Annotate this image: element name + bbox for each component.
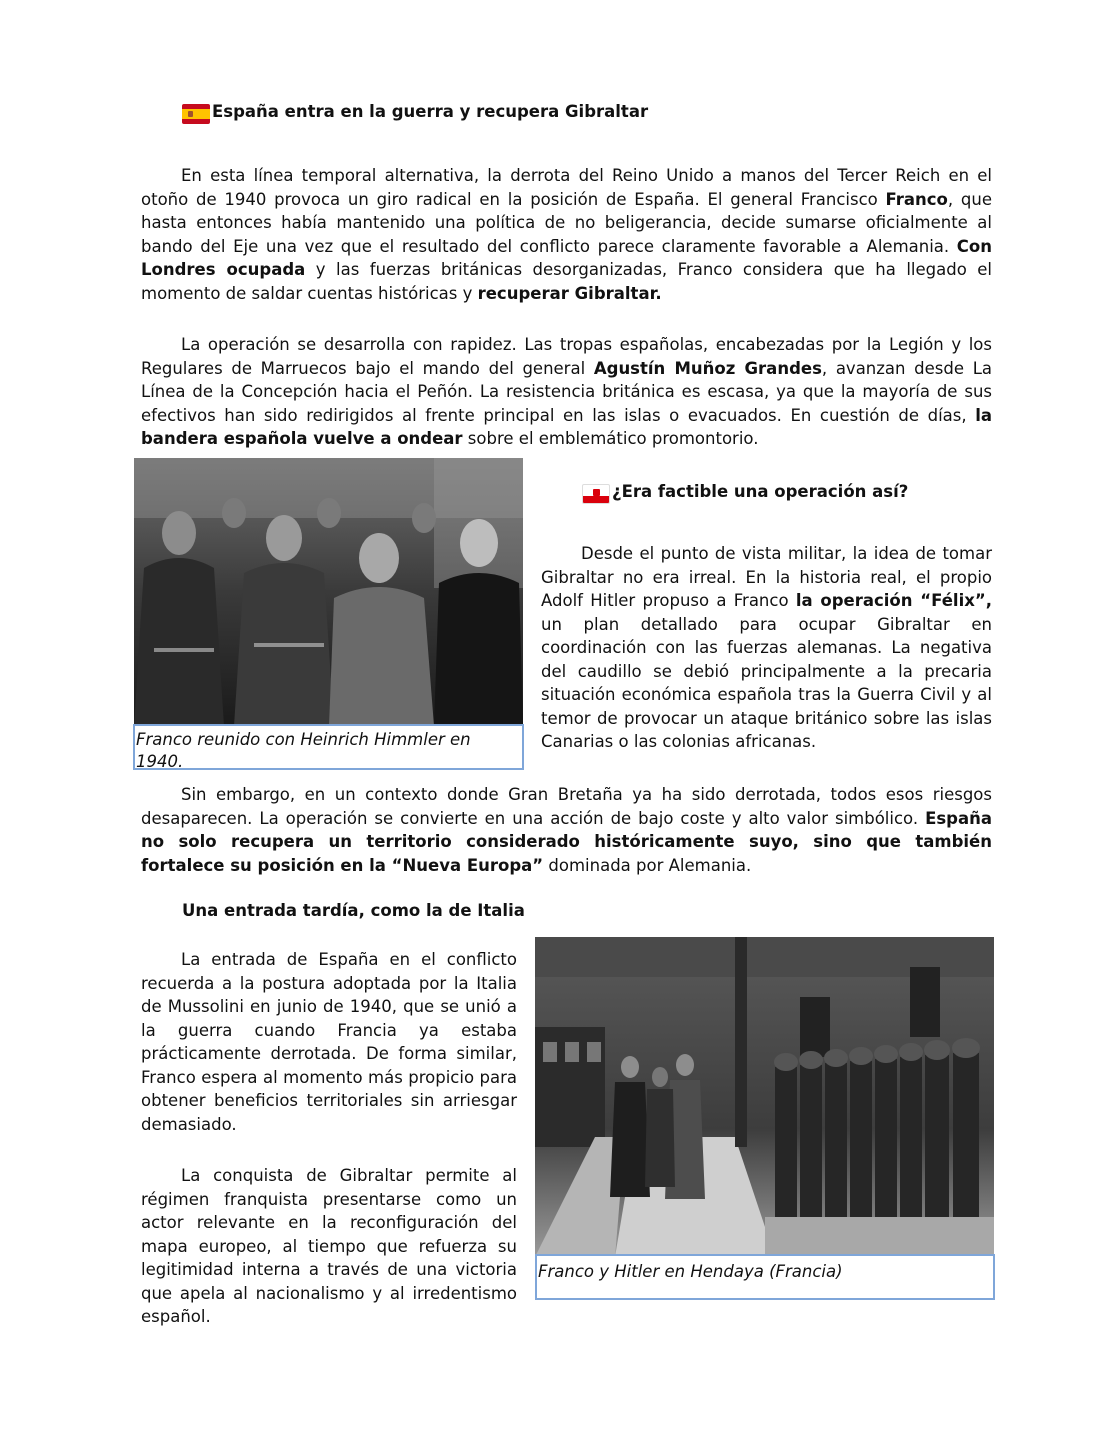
paragraph: La conquista de Gibraltar permite al régimen franquista presentarse como un actor relevante en la reconfiguración del mapa europeo, al tiempo que refuerza su legitimidad interna a través de una victoria que apela al nacionalismo y al irredentismo español. xyxy=(141,1166,517,1326)
bold-text-run: España no solo recupera un territorio considerado históricamente suyo, sino que también fortalece su posición en la “Nueva Europa” xyxy=(141,808,992,875)
text-run: Desde el punto de vista militar, la idea de tomar Gibraltar no era irreal. En la historia real, el propio Adolf Hitler propuso a Franco xyxy=(541,544,992,610)
photo-franco-himmler xyxy=(134,458,523,726)
text-run: un plan detallado para ocupar Gibraltar en coordinación con las fuerzas alemanas. La negativa del caudillo se debió principalmente a la precaria situación económica española tras la Guerra Civil y al temor de provocar un ataque británico sobre las islas Canarias o las colonias africanas. xyxy=(541,614,992,751)
section-title: España entra en la guerra y recupera Gibraltar xyxy=(212,102,649,121)
photo-caption: Franco y Hitler en Hendaya (Francia) xyxy=(538,1262,843,1281)
text-run: sobre el emblemático promontorio. xyxy=(462,429,759,448)
spain-flag-icon xyxy=(182,104,210,124)
gibraltar-flag-icon xyxy=(582,484,610,504)
bold-text-run: Agustín Muñoz Grandes xyxy=(593,358,822,378)
section-title: Una entrada tardía, como la de Italia xyxy=(182,901,525,920)
bold-text-run: la bandera española vuelve a ondear xyxy=(141,405,992,448)
text-run: y las fuerzas británicas desorganizadas, Franco considera que ha llegado el momento de saldar cuentas históricas y xyxy=(141,260,992,303)
bold-text-run: recuperar Gibraltar. xyxy=(477,283,662,303)
section-title: ¿Era factible una operación así? xyxy=(612,482,909,501)
paragraph xyxy=(141,783,992,877)
paragraph: La entrada de España en el conflicto recuerda a la postura adoptada por la Italia de Mussolini en junio de 1940, que se unió a la guerra cuando Francia ya estaba prácticamente derrotada. De forma similar, Franco espera al momento más propicio para obtener beneficios territoriales sin arriesgar demasiado. xyxy=(141,950,517,1134)
paragraph xyxy=(541,542,992,754)
caption-box xyxy=(535,1254,995,1300)
section-heading-gibraltar xyxy=(582,480,908,504)
caption-box xyxy=(133,724,524,770)
photo-franco-himmler-image xyxy=(134,458,523,726)
photo-franco-hitler-hendaya-image xyxy=(535,937,994,1257)
bold-text-run: la operación “Félix”, xyxy=(795,591,992,610)
photo-caption: Franco reunido con Heinrich Himmler en 1940. xyxy=(136,730,471,771)
bold-text-run: Franco xyxy=(885,189,948,209)
paragraph xyxy=(141,164,992,305)
text-run: , que hasta entonces había mantenido una política de no beligerancia, decide sumarse oficialmente al bando del Eje una vez que el resultado del conflicto parece claramente favorable a Alemania. xyxy=(141,189,992,256)
paragraph xyxy=(141,333,992,451)
text-run: La operación se desarrolla con rapidez. Las tropas españolas, encabezadas por la Legión y los Regulares de Marruecos bajo el mando del general xyxy=(141,335,992,378)
text-run: Sin embargo, en un contexto donde Gran Bretaña ya ha sido derrotada, todos esos riesgos desaparecen. La operación se convierte en una acción de bajo coste y alto valor simbólico. xyxy=(141,785,992,828)
section-heading-spain xyxy=(182,100,648,124)
photo-franco-hitler-hendaya xyxy=(535,937,994,1257)
text-run: dominada por Alemania. xyxy=(543,855,752,875)
text-run: En esta línea temporal alternativa, la derrota del Reino Unido a manos del Tercer Reich en el otoño de 1940 provoca un giro radical en la posición de España. El general Francisco xyxy=(141,166,992,209)
text-run: , avanzan desde La Línea de la Concepción hacia el Peñón. La resistencia británica es escasa, ya que la mayoría de sus efectivos han sido redirigidos al frente principal en las islas o evacuados. En cuestión de días, xyxy=(141,358,992,425)
bold-text-run: Con Londres ocupada xyxy=(141,236,992,279)
section-heading-italia xyxy=(182,899,525,923)
